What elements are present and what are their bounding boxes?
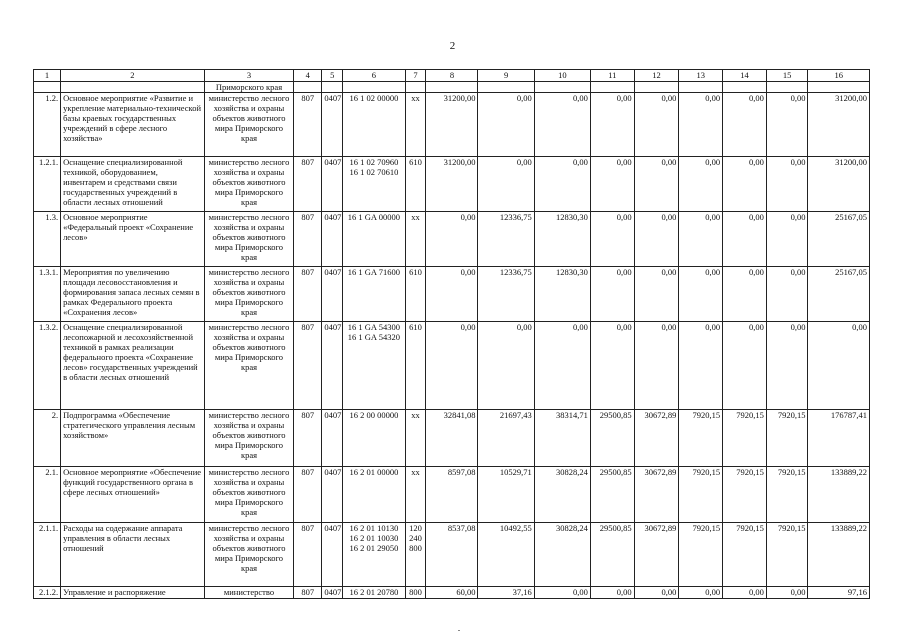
column-header-5: 5 bbox=[322, 70, 343, 82]
csr-code: 16 1 02 70610 bbox=[349, 167, 399, 177]
value-cell: 0,00 bbox=[426, 212, 478, 267]
value-cell: 0,00 bbox=[723, 322, 767, 410]
value-cell: 30828,24 bbox=[534, 467, 590, 523]
column-header-12: 12 bbox=[634, 70, 679, 82]
row-grbs: 807 bbox=[294, 93, 322, 157]
empty-cell bbox=[766, 82, 808, 93]
row-csr bbox=[343, 467, 405, 523]
empty-cell bbox=[590, 82, 634, 93]
row-rzpr: 0407 bbox=[322, 587, 343, 599]
row-responsible: министерство лесного хозяйства и охраны объектов животного мира Приморского края bbox=[204, 523, 294, 587]
row-csr bbox=[343, 410, 405, 467]
value-cell: 0,00 bbox=[634, 587, 679, 599]
value-cell: 0,00 bbox=[766, 267, 808, 322]
row-name: Оснащение специализированной техникой, оборудованием, инвентарем и средствами связи государственных учреждений в области лесных отношений bbox=[61, 157, 205, 212]
row-grbs: 807 bbox=[294, 267, 322, 322]
value-cell: 7920,15 bbox=[766, 467, 808, 523]
value-cell: 38314,71 bbox=[534, 410, 590, 467]
empty-cell bbox=[634, 82, 679, 93]
vr-code: 800 bbox=[409, 587, 422, 597]
value-cell: 31200,00 bbox=[808, 157, 870, 212]
scan-speck bbox=[458, 630, 460, 631]
row-grbs: 807 bbox=[294, 523, 322, 587]
table-row bbox=[34, 157, 870, 212]
row-responsible: министерство лесного хозяйства и охраны объектов животного мира Приморского края bbox=[204, 410, 294, 467]
value-cell: 0,00 bbox=[478, 322, 534, 410]
value-cell: 0,00 bbox=[590, 93, 634, 157]
value-cell: 0,00 bbox=[634, 212, 679, 267]
row-name: Расходы на содержание аппарата управления в области лесных отношений bbox=[61, 523, 205, 587]
value-cell: 30672,89 bbox=[634, 410, 679, 467]
table-row bbox=[34, 523, 870, 587]
value-cell: 0,00 bbox=[590, 322, 634, 410]
row-responsible: министерство лесного хозяйства и охраны объектов животного мира Приморского края bbox=[204, 322, 294, 410]
value-cell: 10529,71 bbox=[478, 467, 534, 523]
table-row bbox=[34, 467, 870, 523]
row-number: 1.3.1. bbox=[34, 267, 61, 322]
row-name: Подпрограмма «Обеспечение стратегического управления лесным хозяйством» bbox=[61, 410, 205, 467]
column-header-7: 7 bbox=[405, 70, 426, 82]
value-cell: 10492,55 bbox=[478, 523, 534, 587]
row-rzpr: 0407 bbox=[322, 157, 343, 212]
row-number: 1.3. bbox=[34, 212, 61, 267]
row-csr bbox=[343, 523, 405, 587]
empty-cell bbox=[343, 82, 405, 93]
column-header-14: 14 bbox=[723, 70, 767, 82]
row-vr bbox=[405, 267, 426, 322]
value-cell: 31200,00 bbox=[808, 93, 870, 157]
empty-cell bbox=[61, 82, 205, 93]
value-cell: 30672,89 bbox=[634, 467, 679, 523]
vr-code: 120 bbox=[409, 523, 422, 533]
value-cell: 0,00 bbox=[634, 267, 679, 322]
value-cell: 0,00 bbox=[723, 267, 767, 322]
csr-code: 16 1 GA 54320 bbox=[347, 332, 400, 342]
empty-cell bbox=[34, 82, 61, 93]
value-cell: 31200,00 bbox=[426, 157, 478, 212]
value-cell: 0,00 bbox=[679, 587, 723, 599]
column-header-1: 1 bbox=[34, 70, 61, 82]
row-rzpr: 0407 bbox=[322, 467, 343, 523]
value-cell: 7920,15 bbox=[679, 523, 723, 587]
value-cell: 176787,41 bbox=[808, 410, 870, 467]
value-cell: 30672,89 bbox=[634, 523, 679, 587]
table-row bbox=[34, 322, 870, 410]
row-grbs: 807 bbox=[294, 322, 322, 410]
row-csr bbox=[343, 212, 405, 267]
value-cell: 0,00 bbox=[426, 322, 478, 410]
value-cell: 0,00 bbox=[766, 157, 808, 212]
row-name: Управление и распоряжение bbox=[61, 587, 205, 599]
row-vr bbox=[405, 467, 426, 523]
row-vr bbox=[405, 157, 426, 212]
empty-cell bbox=[426, 82, 478, 93]
row-name: Основное мероприятие «Обеспечение функций государственного органа в сфере лесных отношений» bbox=[61, 467, 205, 523]
value-cell: 0,00 bbox=[590, 587, 634, 599]
value-cell: 29500,85 bbox=[590, 523, 634, 587]
vr-code: 610 bbox=[409, 322, 422, 332]
value-cell: 0,00 bbox=[723, 212, 767, 267]
row-responsible: министерство лесного хозяйства и охраны объектов животного мира Приморского края bbox=[204, 93, 294, 157]
value-cell: 60,00 bbox=[426, 587, 478, 599]
value-cell: 0,00 bbox=[723, 157, 767, 212]
value-cell: 0,00 bbox=[766, 322, 808, 410]
csr-code: 16 1 GA 71600 bbox=[347, 267, 400, 277]
row-name: Основное мероприятие «Федеральный проект «Сохранение лесов» bbox=[61, 212, 205, 267]
value-cell: 8537,08 bbox=[426, 523, 478, 587]
vr-code: 610 bbox=[409, 157, 422, 167]
value-cell: 7920,15 bbox=[766, 410, 808, 467]
row-csr bbox=[343, 267, 405, 322]
value-cell: 0,00 bbox=[723, 587, 767, 599]
column-header-16: 16 bbox=[808, 70, 870, 82]
value-cell: 12830,30 bbox=[534, 212, 590, 267]
vr-code: xx bbox=[411, 410, 420, 420]
value-cell: 0,00 bbox=[634, 93, 679, 157]
column-header-6: 6 bbox=[343, 70, 405, 82]
empty-cell bbox=[808, 82, 870, 93]
value-cell: 31200,00 bbox=[426, 93, 478, 157]
column-header-10: 10 bbox=[534, 70, 590, 82]
vr-code: 610 bbox=[409, 267, 422, 277]
value-cell: 0,00 bbox=[426, 267, 478, 322]
row-rzpr: 0407 bbox=[322, 410, 343, 467]
empty-cell bbox=[478, 82, 534, 93]
value-cell: 0,00 bbox=[766, 212, 808, 267]
value-cell: 0,00 bbox=[478, 157, 534, 212]
value-cell: 0,00 bbox=[534, 93, 590, 157]
value-cell: 7920,15 bbox=[723, 467, 767, 523]
value-cell: 0,00 bbox=[679, 212, 723, 267]
csr-code: 16 1 02 00000 bbox=[349, 93, 399, 103]
value-cell: 0,00 bbox=[478, 93, 534, 157]
table-row bbox=[34, 587, 870, 599]
table-row bbox=[34, 93, 870, 157]
value-cell: 29500,85 bbox=[590, 467, 634, 523]
value-cell: 32841,08 bbox=[426, 410, 478, 467]
row-vr bbox=[405, 410, 426, 467]
csr-code: 16 2 01 20780 bbox=[349, 587, 399, 597]
row-number: 2. bbox=[34, 410, 61, 467]
row-number: 1.2. bbox=[34, 93, 61, 157]
value-cell: 0,00 bbox=[590, 212, 634, 267]
value-cell: 0,00 bbox=[534, 322, 590, 410]
csr-code: 16 1 02 70960 bbox=[349, 157, 399, 167]
value-cell: 8597,08 bbox=[426, 467, 478, 523]
page-number: 2 bbox=[449, 40, 456, 52]
column-header-8: 8 bbox=[426, 70, 478, 82]
row-name: Основное мероприятие «Развитие и укрепление материально-технической базы краевых государственных учреждений в сфере лесного хозяйства» bbox=[61, 93, 205, 157]
column-header-3: 3 bbox=[204, 70, 294, 82]
vr-code: xx bbox=[411, 212, 420, 222]
table-row bbox=[34, 410, 870, 467]
row-rzpr: 0407 bbox=[322, 93, 343, 157]
value-cell: 0,00 bbox=[808, 322, 870, 410]
empty-cell bbox=[405, 82, 426, 93]
row-csr bbox=[343, 157, 405, 212]
csr-code: 16 2 01 10130 bbox=[349, 523, 399, 533]
csr-code: 16 2 01 10030 bbox=[349, 533, 399, 543]
row-number: 2.1.2. bbox=[34, 587, 61, 599]
vr-code: 240 bbox=[409, 533, 422, 543]
row-number: 1.2.1. bbox=[34, 157, 61, 212]
row-vr bbox=[405, 322, 426, 410]
column-header-15: 15 bbox=[766, 70, 808, 82]
value-cell: 7920,15 bbox=[723, 410, 767, 467]
value-cell: 12830,30 bbox=[534, 267, 590, 322]
row-vr bbox=[405, 523, 426, 587]
empty-cell bbox=[322, 82, 343, 93]
row-name: Оснащение специализированной лесопожарной и лесохозяйственной техникой в рамках реализации федерального проекта «Сохранение лесов» государственных учреждений в области лесных отношений bbox=[61, 322, 205, 410]
value-cell: 37,16 bbox=[478, 587, 534, 599]
value-cell: 7920,15 bbox=[766, 523, 808, 587]
row-rzpr: 0407 bbox=[322, 523, 343, 587]
row-rzpr: 0407 bbox=[322, 322, 343, 410]
row-number: 1.3.2. bbox=[34, 322, 61, 410]
empty-cell bbox=[534, 82, 590, 93]
vr-code: xx bbox=[411, 467, 420, 477]
empty-cell bbox=[294, 82, 322, 93]
row-vr bbox=[405, 587, 426, 599]
value-cell: 7920,15 bbox=[723, 523, 767, 587]
empty-cell bbox=[723, 82, 767, 93]
column-header-4: 4 bbox=[294, 70, 322, 82]
value-cell: 30828,24 bbox=[534, 523, 590, 587]
column-header-13: 13 bbox=[679, 70, 723, 82]
value-cell: 12336,75 bbox=[478, 267, 534, 322]
table-row bbox=[34, 267, 870, 322]
row-grbs: 807 bbox=[294, 410, 322, 467]
csr-code: 16 2 01 29050 bbox=[349, 543, 399, 553]
row-grbs: 807 bbox=[294, 157, 322, 212]
row-name: Мероприятия по увеличению площади лесовосстановления и формирования запаса лесных семян в рамках Федерального проекта «Сохранения лесов» bbox=[61, 267, 205, 322]
csr-code: 16 2 00 00000 bbox=[349, 410, 399, 420]
value-cell: 0,00 bbox=[590, 157, 634, 212]
row-vr bbox=[405, 93, 426, 157]
table-header-row bbox=[34, 70, 870, 82]
table-row-continuation bbox=[34, 82, 870, 93]
continuation-cell: Приморского края bbox=[204, 82, 294, 93]
empty-cell bbox=[679, 82, 723, 93]
value-cell: 21697,43 bbox=[478, 410, 534, 467]
value-cell: 0,00 bbox=[679, 157, 723, 212]
value-cell: 0,00 bbox=[634, 157, 679, 212]
vr-code: xx bbox=[411, 93, 420, 103]
row-rzpr: 0407 bbox=[322, 267, 343, 322]
row-rzpr: 0407 bbox=[322, 212, 343, 267]
value-cell: 0,00 bbox=[766, 587, 808, 599]
row-number: 2.1. bbox=[34, 467, 61, 523]
row-csr bbox=[343, 93, 405, 157]
value-cell: 7920,15 bbox=[679, 467, 723, 523]
value-cell: 0,00 bbox=[590, 267, 634, 322]
column-header-2: 2 bbox=[61, 70, 205, 82]
budget-table bbox=[33, 69, 870, 599]
table-row bbox=[34, 212, 870, 267]
column-header-11: 11 bbox=[590, 70, 634, 82]
row-responsible: министерство лесного хозяйства и охраны объектов животного мира Приморского края bbox=[204, 157, 294, 212]
value-cell: 133889,22 bbox=[808, 523, 870, 587]
value-cell: 29500,85 bbox=[590, 410, 634, 467]
row-responsible: министерство лесного хозяйства и охраны объектов животного мира Приморского края bbox=[204, 267, 294, 322]
value-cell: 0,00 bbox=[534, 587, 590, 599]
value-cell: 12336,75 bbox=[478, 212, 534, 267]
value-cell: 25167,05 bbox=[808, 267, 870, 322]
csr-code: 16 1 GA 00000 bbox=[347, 212, 400, 222]
value-cell: 0,00 bbox=[634, 322, 679, 410]
value-cell: 133889,22 bbox=[808, 467, 870, 523]
value-cell: 0,00 bbox=[679, 267, 723, 322]
value-cell: 7920,15 bbox=[679, 410, 723, 467]
value-cell: 0,00 bbox=[723, 93, 767, 157]
row-responsible: министерство bbox=[204, 587, 294, 599]
value-cell: 0,00 bbox=[534, 157, 590, 212]
row-responsible: министерство лесного хозяйства и охраны объектов животного мира Приморского края bbox=[204, 467, 294, 523]
row-grbs: 807 bbox=[294, 212, 322, 267]
csr-code: 16 2 01 00000 bbox=[349, 467, 399, 477]
value-cell: 25167,05 bbox=[808, 212, 870, 267]
row-number: 2.1.1. bbox=[34, 523, 61, 587]
column-header-9: 9 bbox=[478, 70, 534, 82]
row-grbs: 807 bbox=[294, 467, 322, 523]
value-cell: 97,16 bbox=[808, 587, 870, 599]
value-cell: 0,00 bbox=[679, 93, 723, 157]
row-csr bbox=[343, 587, 405, 599]
row-vr bbox=[405, 212, 426, 267]
row-responsible: министерство лесного хозяйства и охраны объектов животного мира Приморского края bbox=[204, 212, 294, 267]
row-csr bbox=[343, 322, 405, 410]
row-grbs: 807 bbox=[294, 587, 322, 599]
value-cell: 0,00 bbox=[679, 322, 723, 410]
csr-code: 16 1 GA 54300 bbox=[347, 322, 400, 332]
value-cell: 0,00 bbox=[766, 93, 808, 157]
vr-code: 800 bbox=[409, 543, 422, 553]
